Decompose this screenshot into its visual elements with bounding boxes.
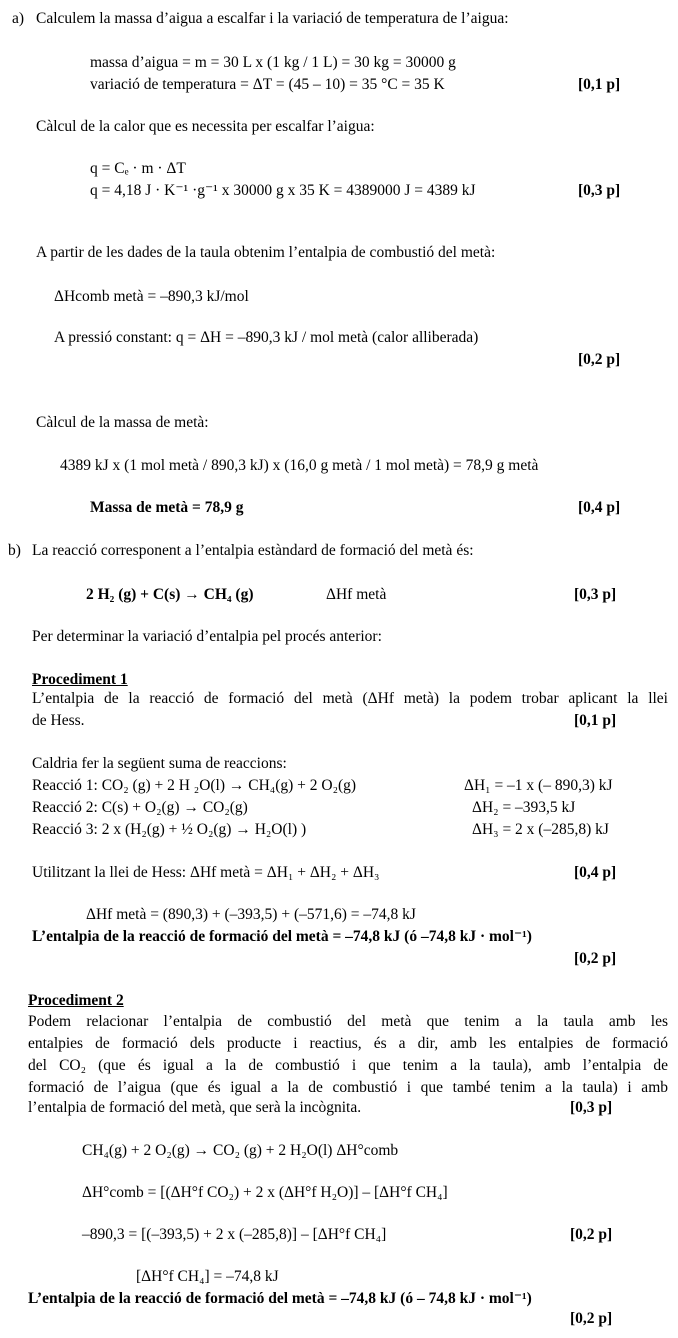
- heat-formula: q = Cₑ · m · ΔT: [90, 160, 186, 177]
- procedure-1-line-1: L’entalpia de la reacció de formació del metà (ΔHf metà) la podem trobar aplicant la llei: [32, 690, 668, 707]
- procedure-1-result: L’entalpia de la reacció de formació del metà = –74,8 kJ (ó –74,8 kJ · mol⁻¹): [32, 928, 532, 945]
- reaction-2: Reacció 2: C(s) + O₂(g) → CO₂(g): [32, 799, 248, 816]
- formation-enthalpy-value: [ΔH°f CH₄] = –74,8 kJ: [136, 1268, 279, 1285]
- combustion-enthalpy: ΔHcomb metà = –890,3 kJ/mol: [54, 288, 249, 305]
- reaction-3-enthalpy: ΔH₃ = 2 x (–285,8) kJ: [472, 821, 609, 838]
- points-procedure-2-result: [0,2 p]: [570, 1310, 613, 1327]
- points-procedure-1-result: [0,2 p]: [574, 950, 617, 967]
- combustion-enthalpy-relation: ΔH°comb = [(ΔH°f CO₂) + 2 x (ΔH°f H₂O)] – [ΔH°f CH₄]: [82, 1184, 448, 1201]
- procedure-1-line-2: de Hess.: [32, 712, 85, 729]
- part-a-label: a): [12, 10, 25, 27]
- combustion-equation: CH₄(g) + 2 O₂(g) → CO₂ (g) + 2 H₂O(l) ΔH°comb: [82, 1142, 399, 1159]
- constant-pressure-line: A pressió constant: q = ΔH = –890,3 kJ / mol metà (calor alliberada): [54, 329, 479, 346]
- points-heat: [0,3 p]: [578, 182, 621, 199]
- water-mass-line: massa d’aigua = m = 30 L x (1 kg / 1 L) = 30 kg = 30000 g: [90, 54, 456, 71]
- points-hess-law: [0,1 p]: [574, 712, 617, 729]
- procedure-2-title: Procediment 2: [28, 992, 124, 1009]
- procedure-2-line-5: l’entalpia de formació del metà, que serà la incògnita.: [28, 1099, 362, 1116]
- heat-intro: Càlcul de la calor que es necessita per escalfar l’aigua:: [36, 118, 375, 135]
- methane-mass-intro: Càlcul de la massa de metà:: [36, 414, 209, 431]
- procedure-2-line-1: Podem relacionar l’entalpia de combustió del metà que tenim a la taula amb les: [28, 1013, 668, 1030]
- table-intro: A partir de les dades de la taula obtenim l’entalpia de combustió del metà:: [36, 244, 496, 261]
- procedure-1-calculation: ΔHf metà = (890,3) + (–393,5) + (–571,6) = –74,8 kJ: [86, 906, 416, 923]
- part-a-intro: Calculem la massa d’aigua a escalfar i la variació de temperatura de l’aigua:: [36, 10, 509, 27]
- points-constant-pressure: [0,2 p]: [578, 351, 621, 368]
- reaction-1-enthalpy: ΔH₁ = –1 x (– 890,3) kJ: [464, 777, 613, 794]
- procedure-2-line-4: formació de l’aigua (que és igual a la de combustió i que també tenim a la taula) i amb: [28, 1079, 668, 1096]
- procedure-2-line-2: entalpies de formació dels producte i reactius, és a dir, amb les entalpies de formació: [28, 1035, 668, 1052]
- formation-enthalpy-symbol: ΔHf metà: [326, 586, 387, 603]
- part-b-intro: La reacció corresponent a l’entalpia estàndard de formació del metà és:: [32, 542, 474, 559]
- points-temperature: [0,1 p]: [578, 76, 621, 93]
- procedure-2-result: L’entalpia de la reacció de formació del metà = –74,8 kJ (ó – 74,8 kJ · mol⁻¹): [28, 1290, 532, 1307]
- formation-reaction: 2 H₂ (g) + C(s) → CH₄ (g): [86, 586, 254, 603]
- points-procedure-2-text: [0,3 p]: [570, 1099, 613, 1116]
- hess-law-sum: Utilitzant la llei de Hess: ΔHf metà = ΔH₁ + ΔH₂ + ΔH₃: [32, 864, 380, 881]
- points-methane-mass: [0,4 p]: [578, 499, 621, 516]
- reaction-1: Reacció 1: CO₂ (g) + 2 H ₂O(l) → CH₄(g) + 2 O₂(g): [32, 777, 357, 794]
- methane-mass-calculation: 4389 kJ x (1 mol metà / 890,3 kJ) x (16,0 g metà / 1 mol metà) = 78,9 g metà: [60, 457, 539, 474]
- reaction-2-enthalpy: ΔH₂ = –393,5 kJ: [472, 799, 576, 816]
- points-substitution: [0,2 p]: [570, 1226, 613, 1243]
- heat-calculation: q = 4,18 J · K⁻¹ ·g⁻¹ x 30000 g x 35 K = 4389000 J = 4389 kJ: [90, 182, 476, 199]
- reaction-sum-intro: Caldria fer la següent suma de reaccions:: [32, 755, 287, 772]
- procedure-2-line-3: del CO₂ (que és igual a la de combustió i que tenim a la taula), amb l’entalpia de: [28, 1057, 668, 1074]
- methane-mass-result: Massa de metà = 78,9 g: [90, 499, 244, 516]
- numeric-substitution: –890,3 = [(–393,5) + 2 x (–285,8)] – [ΔH°f CH₄]: [82, 1226, 387, 1243]
- part-b-label: b): [8, 542, 21, 559]
- temperature-change-line: variació de temperatura = ΔT = (45 – 10) = 35 °C = 35 K: [90, 76, 445, 93]
- points-formation-reaction: [0,3 p]: [574, 586, 617, 603]
- determine-intro: Per determinar la variació d’entalpia pel procés anterior:: [32, 628, 382, 645]
- points-hess-sum: [0,4 p]: [574, 864, 617, 881]
- reaction-3: Reacció 3: 2 x (H₂(g) + ½ O₂(g) → H₂O(l) ): [32, 821, 307, 838]
- procedure-1-title: Procediment 1: [32, 671, 128, 688]
